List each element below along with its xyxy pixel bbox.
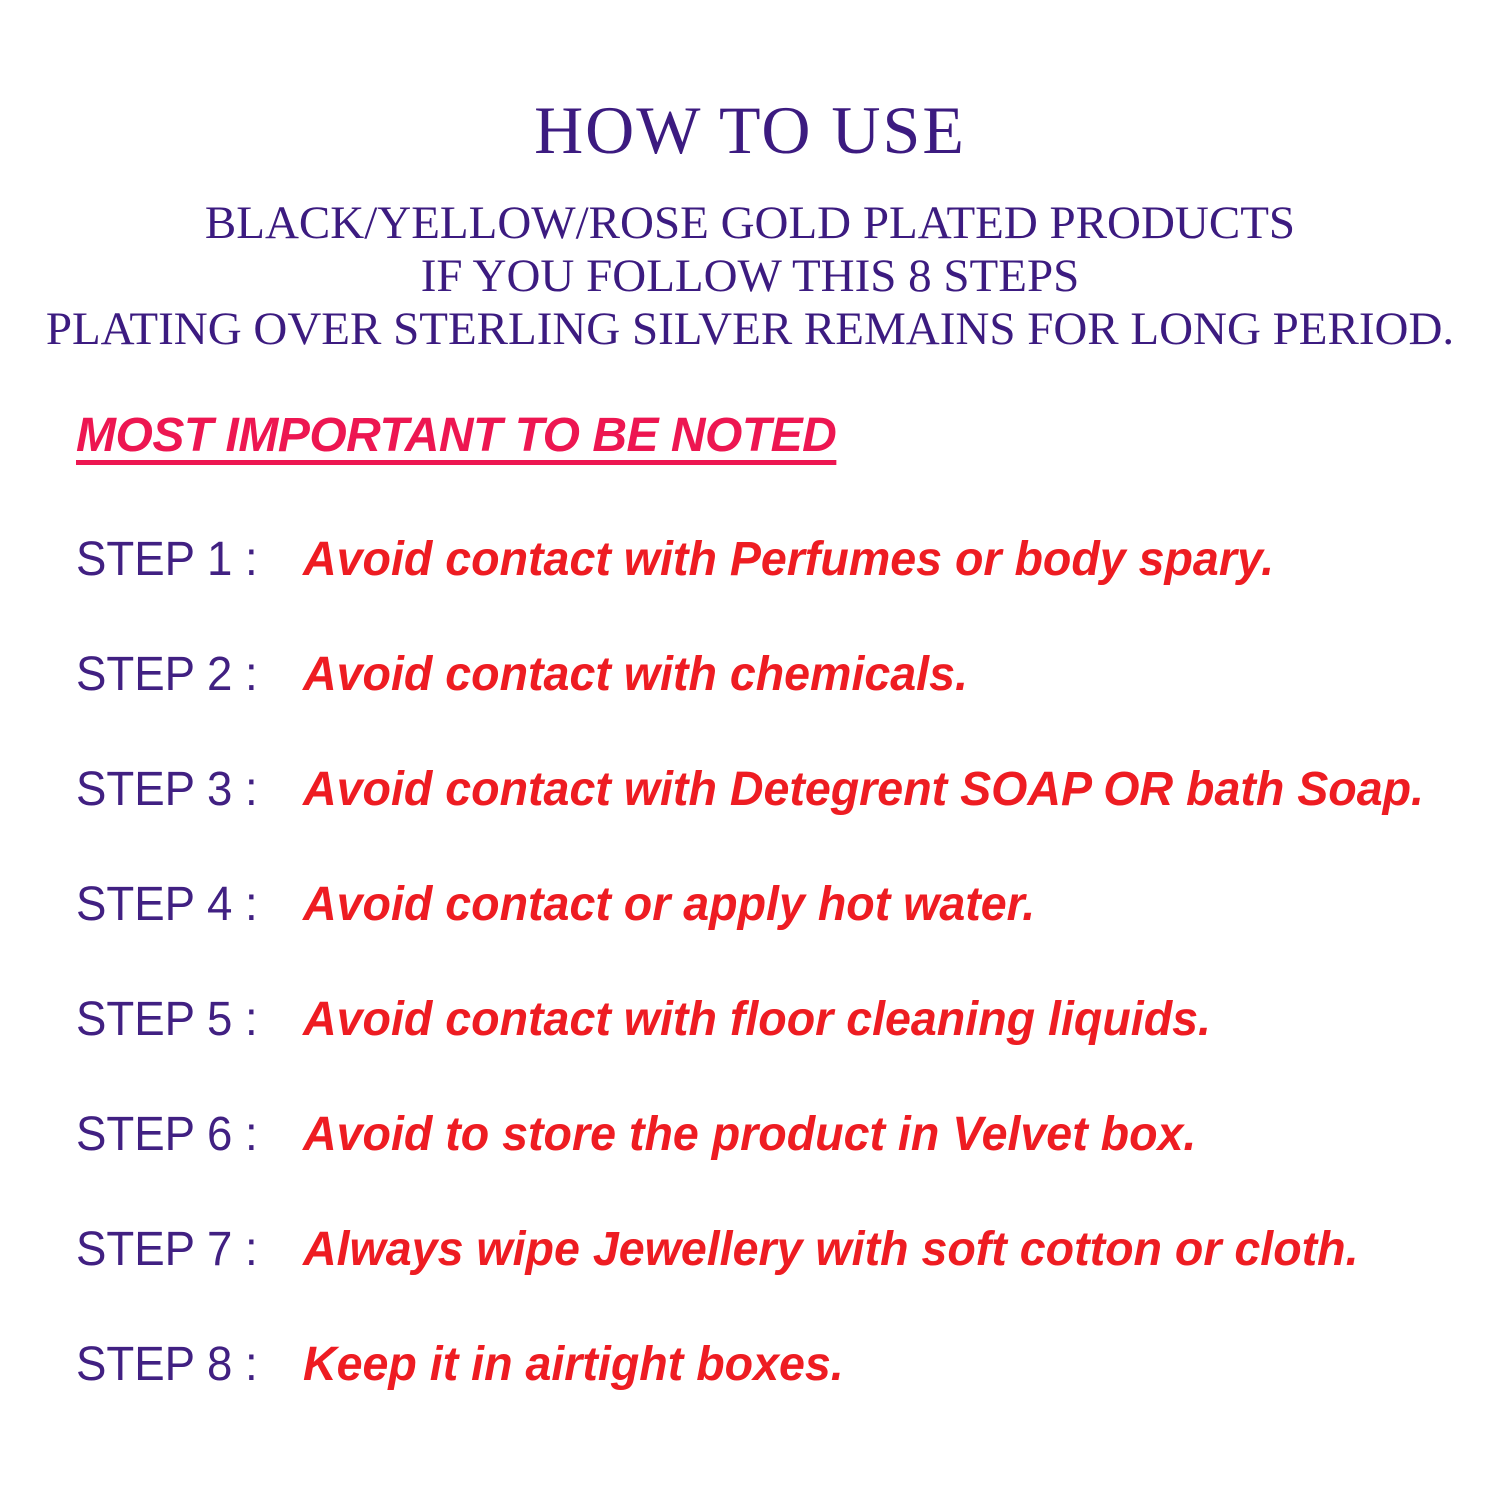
step-row-6 [76,1107,1500,1163]
step-row-7 [76,1222,1500,1278]
subtitle-line-1 [0,197,1500,250]
step-6-text: Avoid to store the product in Velvet box. [303,1108,1197,1161]
subtitle-line-3 [0,303,1500,356]
step-7-label: STEP 7 : [76,1223,258,1276]
step-8-label: STEP 8 : [76,1338,258,1391]
step-4-label: STEP 4 : [76,878,258,931]
step-row-5 [76,992,1500,1048]
subtitle-line-2 [0,250,1500,303]
step-7-text: Always wipe Jewellery with soft cotton or cloth. [303,1223,1359,1276]
step-2-text: Avoid contact with chemicals. [303,648,968,701]
steps-list [0,532,1500,1393]
step-5-label: STEP 5 : [76,993,258,1046]
step-6-label: STEP 6 : [76,1108,258,1161]
important-note-heading: MOST IMPORTANT TO BE NOTED [76,409,837,462]
step-row-4 [76,877,1500,933]
step-row-3 [76,762,1500,818]
step-row-1 [76,532,1500,588]
subtitle-line-1-text: BLACK/YELLOW/ROSE GOLD PLATED PRODUCTS [204,197,1296,249]
subtitle-line-2-text: IF YOU FOLLOW THIS 8 STEPS [420,250,1080,302]
subtitle-line-3-text: PLATING OVER STERLING SILVER REMAINS FOR LONG PERIOD. [45,303,1455,355]
page-title: HOW TO USE [534,92,966,168]
step-1-text: Avoid contact with Perfumes or body spary. [303,533,1275,586]
step-3-text: Avoid contact with Detegrent SOAP OR bath Soap. [303,763,1424,816]
step-1-label: STEP 1 : [76,533,258,586]
step-row-8 [76,1337,1500,1393]
step-3-label: STEP 3 : [76,763,258,816]
step-2-label: STEP 2 : [76,648,258,701]
step-row-2 [76,647,1500,703]
subtitle-block [0,197,1500,356]
step-8-text: Keep it in airtight boxes. [303,1338,844,1391]
step-5-text: Avoid contact with floor cleaning liquids. [303,993,1211,1046]
step-4-text: Avoid contact or apply hot water. [303,878,1036,931]
